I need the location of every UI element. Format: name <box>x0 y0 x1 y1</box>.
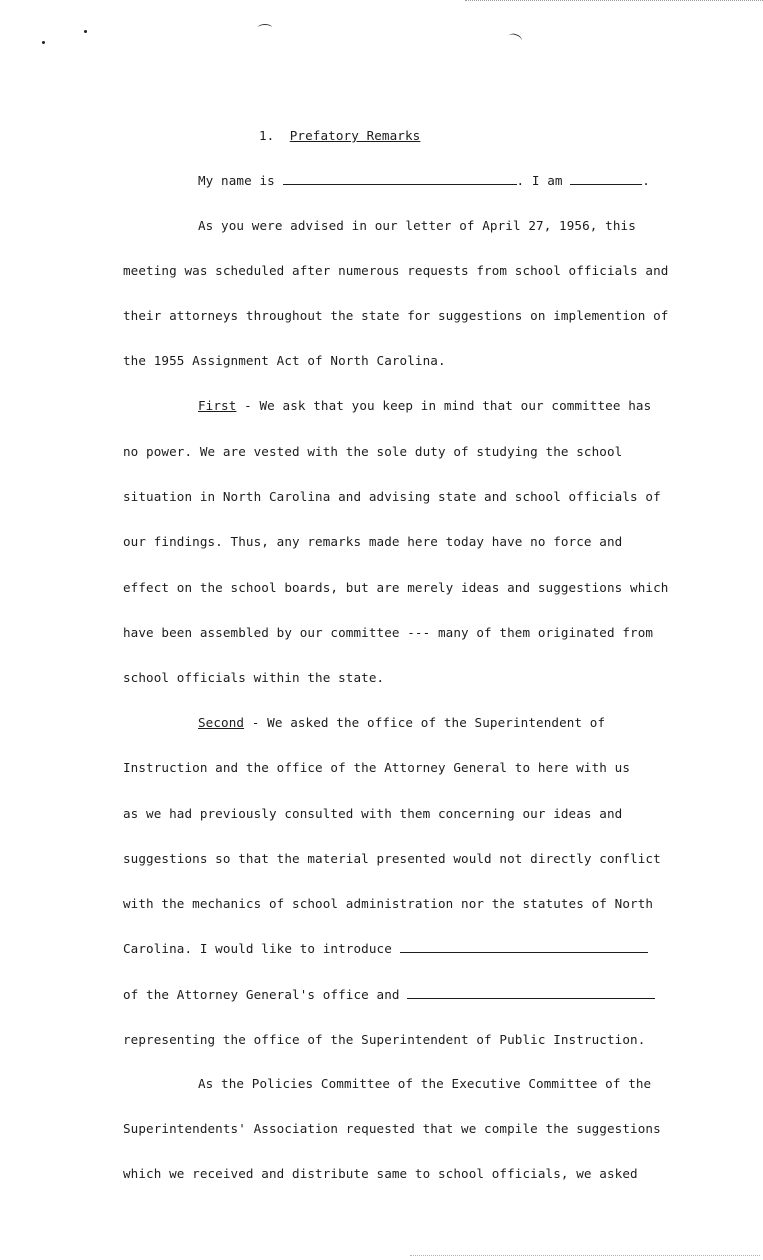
second-line: as we had previously consulted with them concerning our ideas and <box>123 806 623 821</box>
para1-line: their attorneys throughout the state for suggestions on implemention of <box>123 308 669 323</box>
name-blank <box>283 174 517 185</box>
introduce-text: Carolina. I would like to introduce <box>123 941 392 956</box>
intro-line <box>198 173 650 189</box>
para1-line: the 1955 Assignment Act of North Carolina. <box>123 353 446 368</box>
first-line: school officials within the state. <box>123 670 385 685</box>
scan-mark <box>507 32 523 45</box>
attorney-text: of the Attorney General's office and <box>123 987 400 1002</box>
first-label: First <box>198 398 237 413</box>
para-last-line: As the Policies Committee of the Executive Committee of the <box>198 1076 652 1091</box>
para1-line: As you were advised in our letter of April 27, 1956, this <box>198 218 636 233</box>
title-blank <box>570 174 642 185</box>
representing-line: representing the office of the Superintendent of Public Instruction. <box>123 1032 646 1047</box>
name-suffix: . I am <box>516 173 563 188</box>
first-line1-rest: - We ask that you keep in mind that our committee has <box>244 398 652 413</box>
para1-line: meeting was scheduled after numerous requests from school officials and <box>123 263 669 278</box>
introduce-line <box>123 941 648 957</box>
scan-edge-top <box>465 0 763 5</box>
first-line: have been assembled by our committee --- many of them originated from <box>123 625 654 640</box>
para-last-line: Superintendents' Association requested that we compile the suggestions <box>123 1121 661 1136</box>
second-line: Instruction and the office of the Attorney General to here with us <box>123 760 631 775</box>
scan-speck <box>42 41 45 44</box>
second-line1-rest: - We asked the office of the Superintendent of <box>251 715 606 730</box>
section-number: 1. <box>259 128 275 143</box>
second-label: Second <box>198 715 245 730</box>
scan-mark <box>258 24 272 31</box>
scan-speck <box>84 30 87 33</box>
attorney-line <box>123 987 655 1003</box>
attorney-blank <box>407 988 655 999</box>
intro-end: . <box>642 173 650 188</box>
first-line: our findings. Thus, any remarks made here today have no force and <box>123 534 623 549</box>
introduce-blank <box>400 942 648 953</box>
first-line: no power. We are vested with the sole duty of studying the school <box>123 444 623 459</box>
first-line: situation in North Carolina and advising state and school officials of <box>123 489 661 504</box>
section-title: Prefatory Remarks <box>289 128 421 143</box>
second-line: with the mechanics of school administration nor the statutes of North <box>123 896 654 911</box>
scan-edge-bottom <box>410 1251 760 1256</box>
first-line: effect on the school boards, but are merely ideas and suggestions which <box>123 580 669 595</box>
second-line: suggestions so that the material presented would not directly conflict <box>123 851 661 866</box>
section-heading <box>259 128 420 144</box>
para-last-line: which we received and distribute same to school officials, we asked <box>123 1166 638 1181</box>
name-prefix: My name is <box>198 173 275 188</box>
first-line <box>198 398 651 414</box>
second-line <box>198 715 605 731</box>
